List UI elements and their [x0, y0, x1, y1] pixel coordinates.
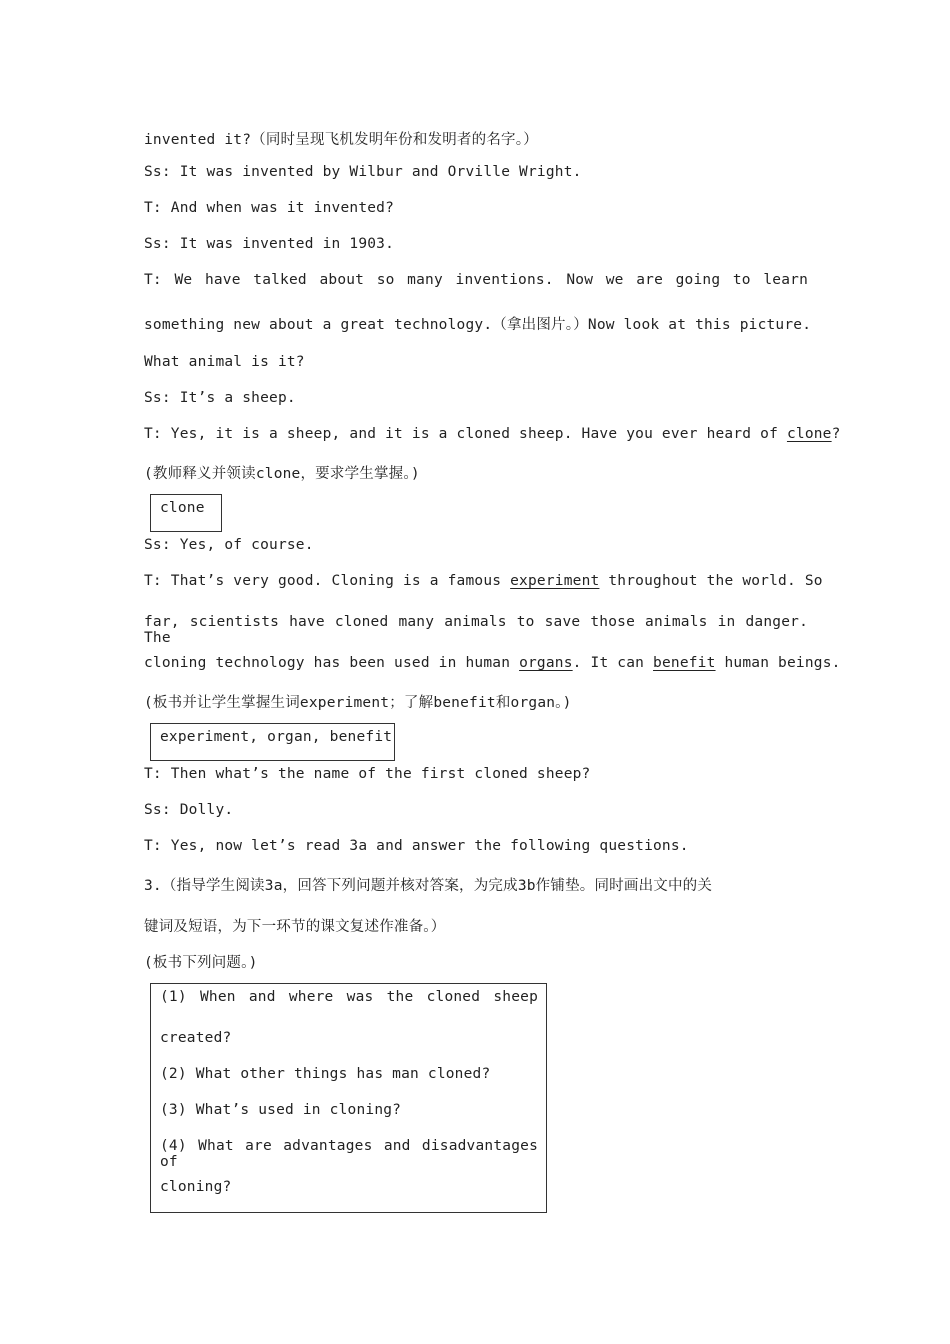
text-line: Ss: It’s a sheep. — [144, 390, 296, 406]
question-3: (3) What’s used in cloning? — [160, 1102, 402, 1118]
vocabulary-words: experiment, organ, benefit — [160, 729, 393, 745]
document-page — [144, 0, 841, 1344]
text-line: far, scientists have cloned many animals to save those animals in danger. The — [144, 614, 808, 646]
text-line: Ss: Yes, of course. — [144, 537, 314, 553]
text-span: T: Yes, it is a sheep, and it is a cloned sheep. Have you ever heard of — [144, 426, 787, 442]
text-span: ? — [831, 426, 841, 442]
text-line — [144, 573, 823, 589]
text-span: cloning technology has been used in human — [144, 655, 520, 671]
text-line: Ss: It was invented in 1903. — [144, 236, 395, 252]
text-line: What animal is it? — [144, 354, 305, 370]
text-line: T: Then what’s the name of the first cloned sheep? — [144, 766, 591, 782]
text-line: 3.（指导学生阅读3a，回答下列问题并核对答案，为完成3b作铺垫。同时画出文中的关 — [144, 878, 713, 894]
question-1-continued: created? — [160, 1030, 232, 1046]
question-1: (1) When and where was the cloned sheep — [160, 989, 538, 1005]
text-line: (板书并让学生掌握生词experiment；了解benefit和organ。) — [144, 695, 572, 711]
text-line: T: And when was it invented? — [144, 200, 395, 216]
vocabulary-word: clone — [160, 500, 205, 516]
vocabulary-box — [150, 723, 395, 761]
underlined-word: organs — [519, 655, 573, 671]
question-4-continued: cloning? — [160, 1179, 232, 1195]
text-line: T: We have talked about so many inventions. Now we are going to learn — [144, 272, 808, 288]
underlined-word: benefit — [653, 655, 716, 671]
question-4: (4) What are advantages and disadvantages of — [160, 1138, 538, 1170]
text-line: Ss: It was invented by Wilbur and Orville Wright. — [144, 164, 582, 180]
text-span: T: That’s very good. Cloning is a famous — [144, 573, 511, 589]
questions-box — [150, 983, 547, 1213]
text-line: Ss: Dolly. — [144, 802, 234, 818]
text-span: human beings. — [715, 655, 841, 671]
text-line: T: Yes, now let’s read 3a and answer the following questions. — [144, 838, 689, 854]
text-span: throughout the world. So — [599, 573, 823, 589]
question-2: (2) What other things has man cloned? — [160, 1066, 491, 1082]
underlined-word: clone — [786, 426, 832, 442]
vocabulary-box — [150, 494, 222, 532]
underlined-word: experiment — [510, 573, 600, 589]
text-line — [144, 426, 841, 442]
text-line: (板书下列问题。) — [144, 955, 258, 971]
text-line: 键词及短语，为下一环节的课文复述作准备。） — [144, 919, 446, 935]
text-line: invented it?（同时呈现飞机发明年份和发明者的名字。） — [144, 132, 538, 148]
text-line — [144, 655, 841, 671]
text-line: (教师释义并领读clone，要求学生掌握。) — [144, 466, 420, 482]
text-span: . It can — [572, 655, 654, 671]
text-line: something new about a great technology.（拿出图片。）Now look at this picture. — [144, 317, 812, 333]
